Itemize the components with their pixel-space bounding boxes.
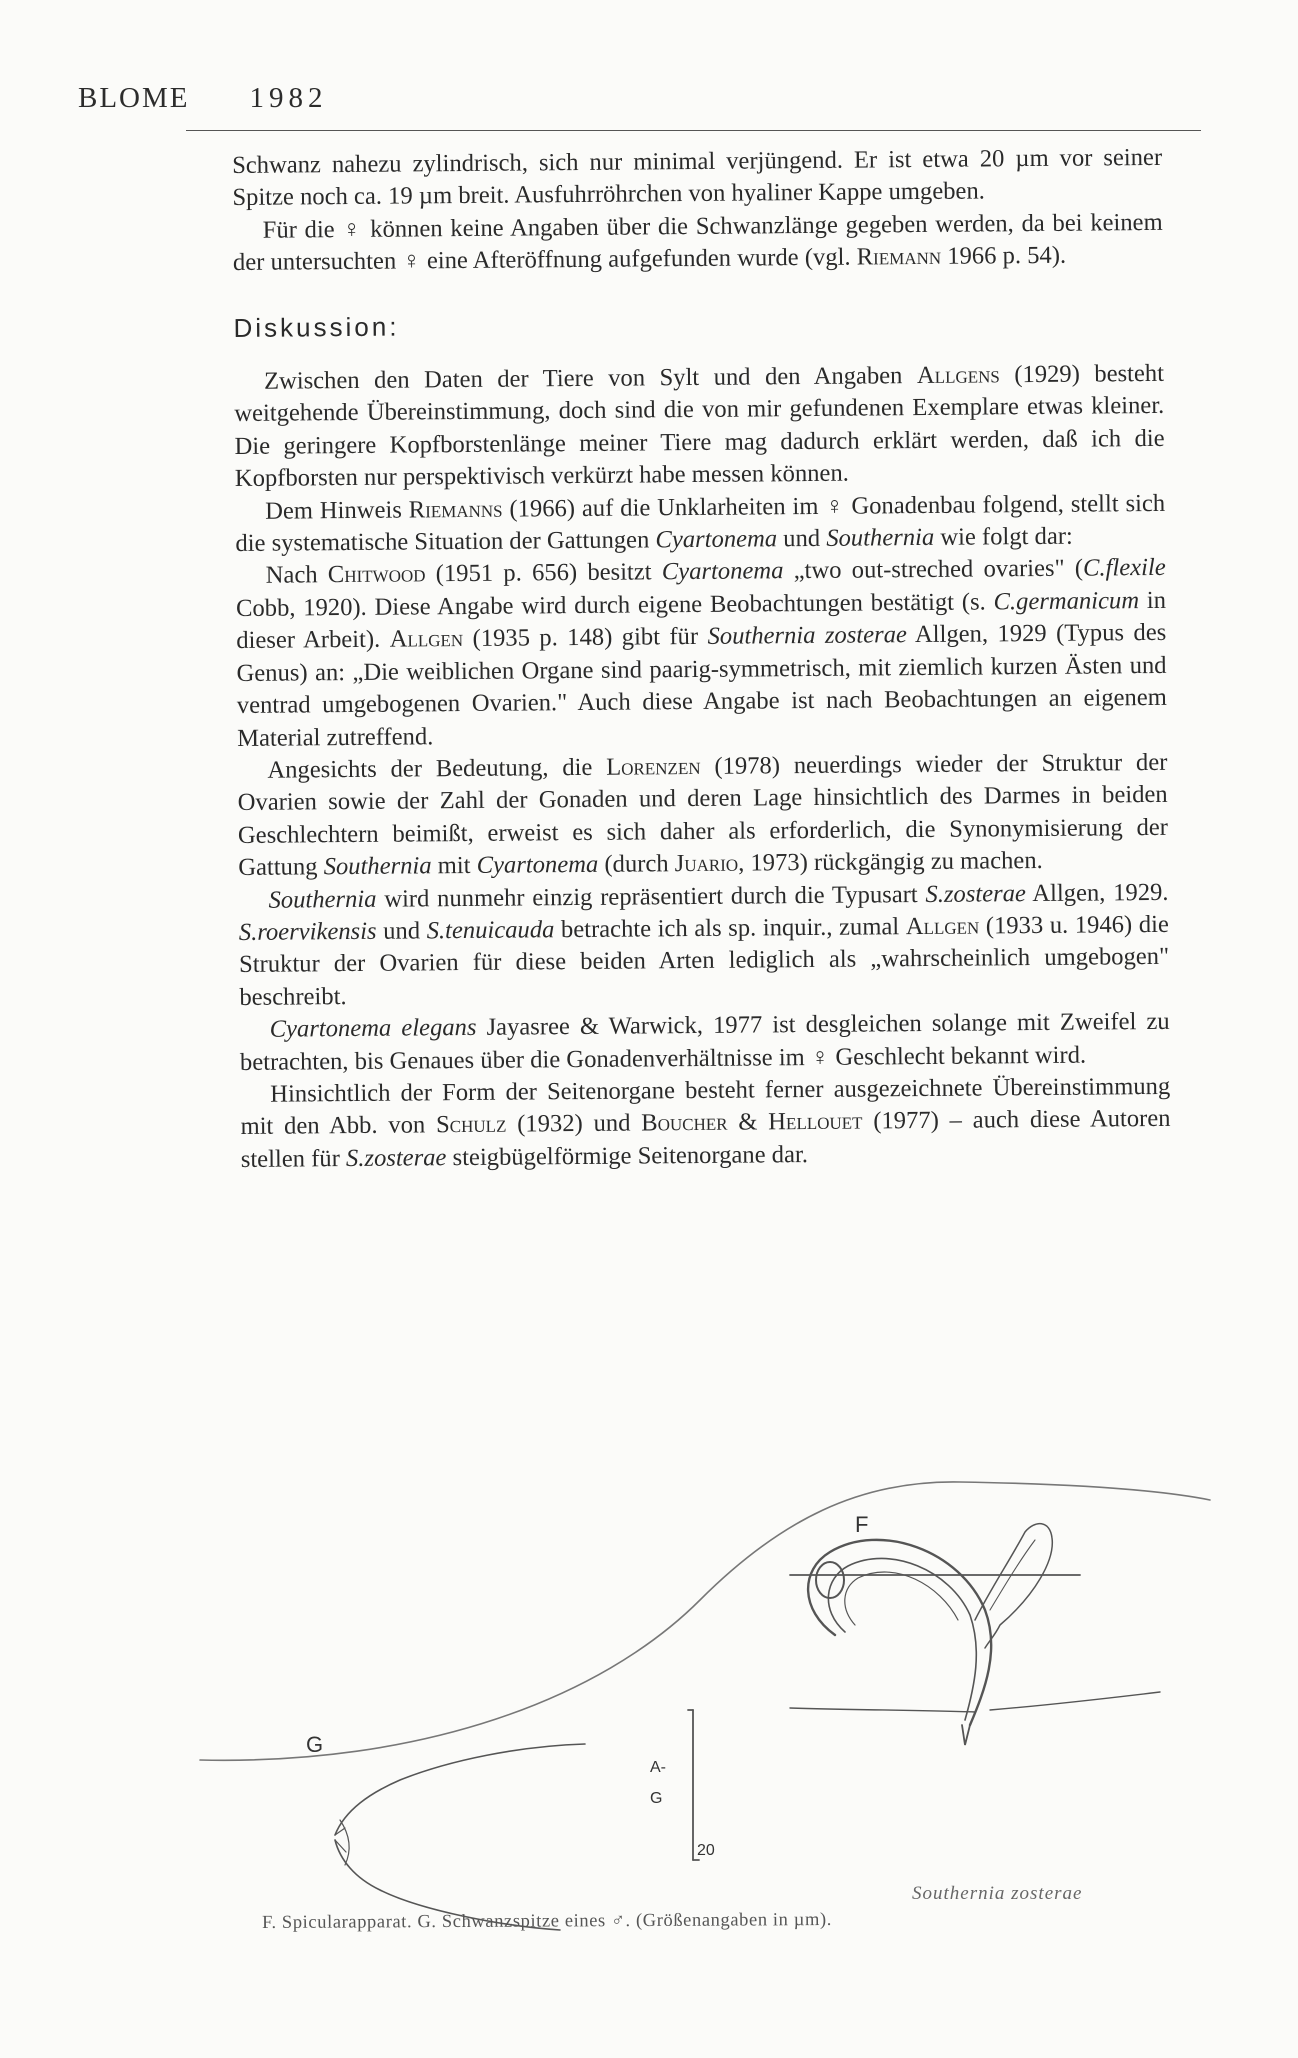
taxon-name: S.tenuicauda	[426, 916, 555, 945]
author-reference: Schulz	[435, 1111, 507, 1139]
gubernaculum	[975, 1524, 1052, 1648]
taxon-name: Cyartonema	[655, 525, 778, 554]
author-reference: Lorenzen	[606, 752, 701, 781]
author-reference: Riemanns	[408, 495, 503, 524]
header-author: BLOME	[78, 82, 190, 114]
taxon-name: S.zosterae	[345, 1143, 447, 1172]
text-run: wie folgt dar:	[934, 522, 1073, 551]
figure-panel	[0, 1460, 1298, 2020]
paragraph-1: Schwanz nahezu zylindrisch, sich nur minimal verjüngend. Er ist etwa 20 µm vor seiner Spitze noch ca. 19 µm breit. Ausfuhrröhrchen von hyaliner Kappe umgeben.	[232, 143, 1163, 212]
text-run: Jayasree & Warwick, 1977 ist desgleichen solange mit Zweifel zu betrachten, bis Genaues über die Gonadenverhältnisse im ♀ Geschlecht bekannt wird.	[239, 1008, 1170, 1076]
scale-value: 20	[697, 1842, 715, 1859]
taxon-name: S.zosterae	[925, 879, 1027, 908]
taxon-name: C.germanicum	[993, 586, 1140, 616]
figure-caption: F. Spicularapparat. G. Schwanzspitze eines ♂. (Größenangaben in µm).	[262, 1910, 832, 1933]
author-reference: Allgen	[905, 912, 980, 941]
taxon-name: Cyartonema	[661, 557, 784, 586]
spicule-outer	[808, 1540, 991, 1725]
text-run: (1978) neuerdings wieder der Struktur der Ovarien sowie der Zahl der Gonaden und deren Lage hinsichtlich des Darmes in beiden Geschlechtern beimißt, erweist es sich daher als erforderlich, die Synonymisierung der Gattung	[237, 748, 1169, 882]
text-run: Allgen, 1929 (Typus des Genus) an: „Die weiblichen Organe sind paarig-symmetrisch, mit ziemlich kurzen Ästen und ventrad umgebogenen Ovarien." Auch diese Angabe ist nach Beobachtungen an eigenem Material zutreffend.	[236, 619, 1167, 752]
taxon-name: S.roervikensis	[238, 917, 377, 946]
text-run: Nach	[265, 561, 328, 590]
text-run: , 1973) rückgängig zu machen.	[738, 847, 1043, 877]
text-run: mit	[431, 852, 477, 880]
author-reference: Allgens	[916, 361, 1000, 390]
text-run: betrachte ich als sp. inquir., zumal	[554, 913, 906, 944]
paragraph-7	[238, 876, 1169, 1014]
figure-drawing	[0, 1460, 1298, 2020]
figure-species-label: Southernia zosterae	[912, 1883, 1083, 1904]
text-run: in dieser Arbeit).	[236, 586, 1167, 655]
taxon-name: Cyartonema elegans	[269, 1014, 477, 1043]
body-text	[232, 142, 1171, 1176]
spicule-inner	[828, 1558, 976, 1720]
paragraph-8	[240, 1006, 1171, 1079]
taxon-name: Southernia zosterae	[707, 621, 908, 651]
author-reference: Chitwood	[327, 560, 426, 589]
paragraph-6	[237, 747, 1168, 885]
text-run: „two out-streched ovaries" (	[783, 555, 1084, 585]
text-run: und	[776, 524, 827, 553]
scale-label-a: A-	[650, 1759, 666, 1776]
paragraph-5	[236, 552, 1168, 755]
taxon-name: Southernia	[323, 852, 432, 881]
tail-upper-outline	[335, 1744, 585, 1835]
spicule-body-line	[790, 1692, 1160, 1712]
text-run: Allgen, 1929.	[1025, 878, 1169, 907]
figure-label-f: F	[855, 1512, 869, 1537]
text-run: Für die ♀ können keine Angaben über die Schwanzlänge gegeben werden, da bei keinem der untersuchten ♀ eine Afteröffnung aufgefunden wurde (vgl.	[232, 208, 1163, 277]
text-run: Angesichts der Bedeutung, die	[267, 753, 607, 784]
text-run: Zwischen den Daten der Tiere von Sylt und den Angaben	[263, 362, 918, 395]
paragraph-2	[233, 207, 1164, 280]
scale-label-g: G	[650, 1790, 663, 1807]
spicule-capitulum	[816, 1562, 844, 1598]
taxon-name: Southernia	[268, 885, 377, 914]
author-reference: Juario	[674, 849, 739, 878]
author-reference: Riemann	[856, 243, 942, 271]
taxon-name: Southernia	[826, 523, 935, 552]
paragraph-9	[240, 1071, 1171, 1176]
text-run: (1932) und	[506, 1109, 642, 1139]
text-run: (1935 p. 148) gibt für	[463, 623, 708, 653]
section-heading: Diskussion:	[233, 311, 400, 343]
author-reference: Boucher & Hellouet	[641, 1107, 863, 1137]
text-run: Dem Hinweis	[265, 496, 409, 525]
paragraph-3	[234, 358, 1165, 496]
text-run: steigbügelförmige Seitenorgane dar.	[446, 1140, 809, 1171]
text-run: Hinsichtlich der Form der Seitenorgane besteht ferner ausgezeichnete Übereinstimmung mit den Abb. von	[240, 1072, 1171, 1141]
paragraph-4	[235, 488, 1166, 561]
header-year: 1982	[249, 82, 328, 114]
figure-label-g: G	[306, 1732, 324, 1757]
text-run: (1977) – auch diese Autoren stellen für	[240, 1105, 1171, 1173]
text-run: wird nunmehr einzig repräsentiert durch die Typusart	[376, 880, 926, 913]
body-outline-curve	[200, 1482, 1210, 1760]
header-rule	[186, 130, 1201, 131]
text-run: Cobb, 1920). Diese Angabe wird durch eigene Beobachtungen bestätigt (s.	[235, 588, 994, 622]
text-run: (1951 p. 656) besitzt	[425, 558, 662, 588]
author-reference: Allgen	[389, 625, 464, 653]
text-run: (1929) besteht weitgehende Übereinstimmung, doch sind die von mir gefundenen Exemplare etwas kleiner. Die geringere Kopfborstenlänge meiner Tiere mag dadurch erklärt werden, daß ich die Kopfborsten nur perspektivisch verkürzt habe messen können.	[234, 359, 1165, 493]
running-header	[78, 82, 328, 115]
text-run: (1933 u. 1946) die Struktur der Ovarien für diese beiden Arten lediglich als „wahrscheinlich umgebogen" beschreibt.	[238, 910, 1170, 1011]
taxon-name: C.flexile	[1082, 554, 1166, 583]
taxon-name: Cyartonema	[476, 850, 599, 880]
spicule-tip	[962, 1725, 970, 1745]
text-run: 1966 p. 54).	[940, 241, 1067, 271]
text-run: (1966) auf die Unklarheiten im ♀ Gonadenbau folgend, stellt sich die systematische Situation der Gattungen	[235, 489, 1166, 558]
text-run: (durch	[598, 850, 675, 878]
text-run: und	[376, 917, 427, 945]
